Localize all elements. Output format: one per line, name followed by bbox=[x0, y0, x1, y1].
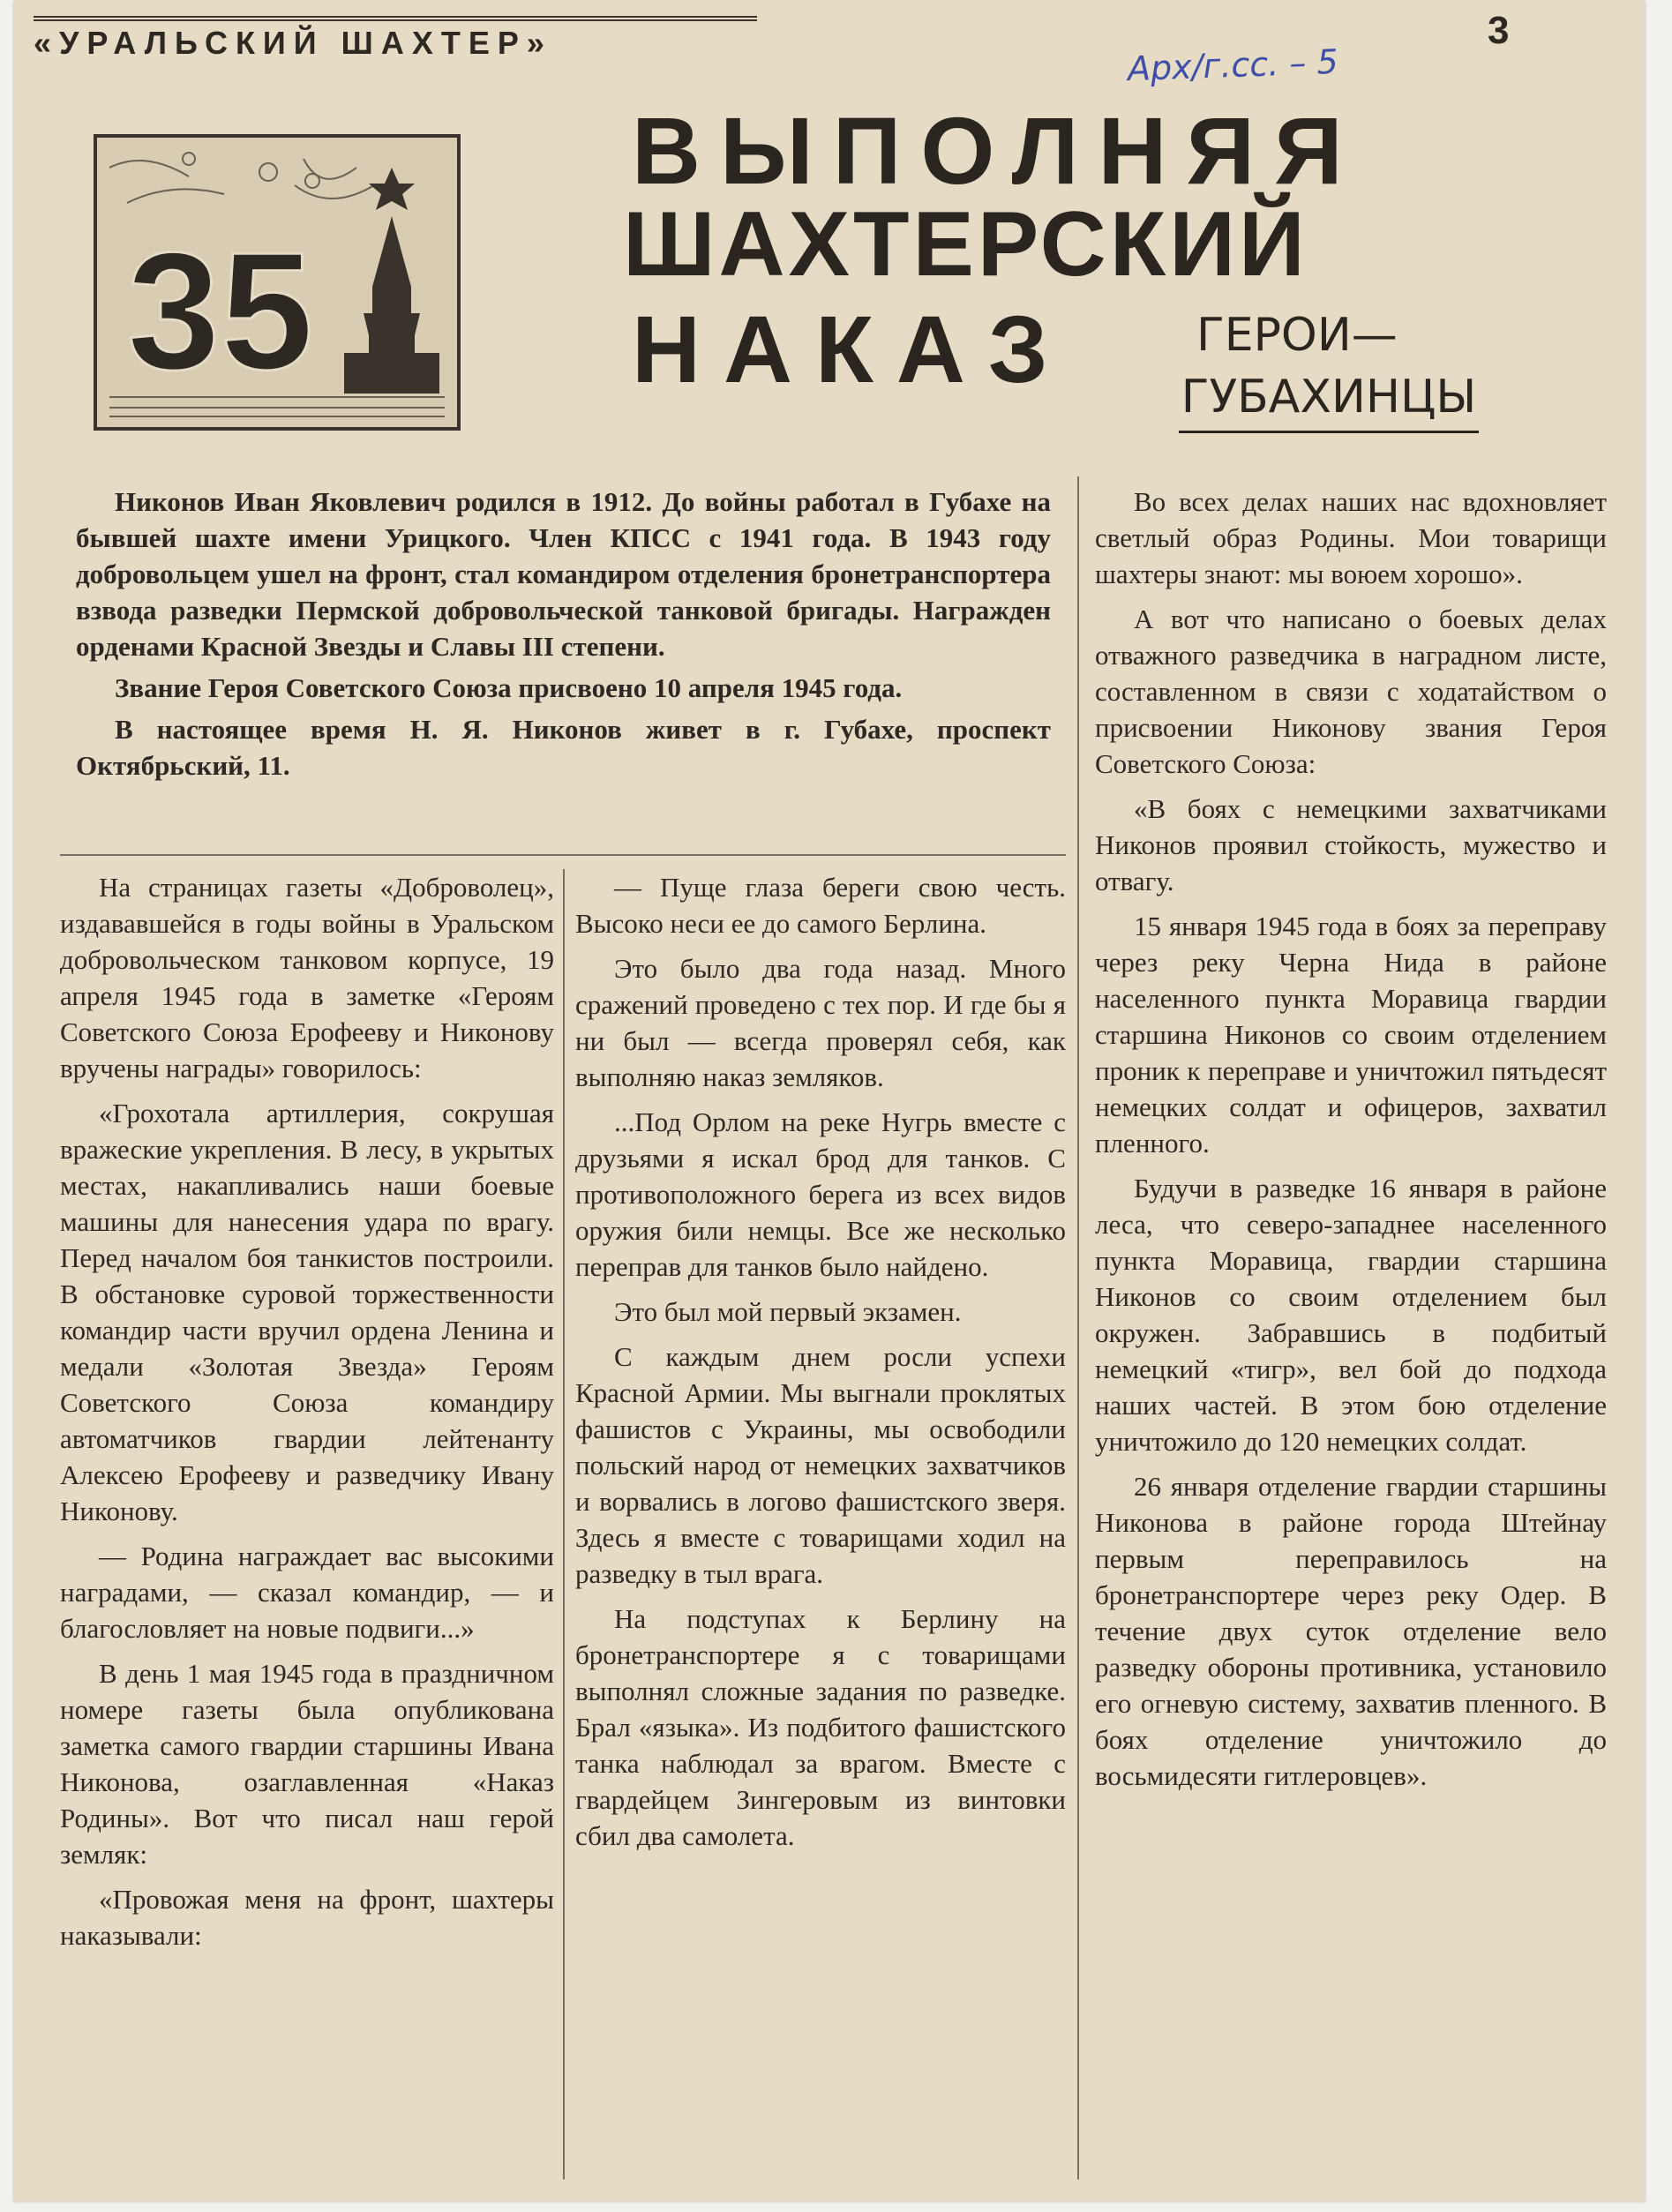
anniversary-emblem-icon bbox=[92, 132, 462, 432]
article-paragraph: Во всех делах наших нас вдохновляет светлый образ Родины. Мои товарищи шахтеры знают: мы воюем хорошо». bbox=[1095, 486, 1607, 589]
article-paragraph: Это был мой первый экзамен. bbox=[614, 1296, 962, 1327]
article-paragraph: А вот что написано о боевых делах отважного разведчика в наградном листе, составленном в связи с ходатайством о присвоении Никонову звания Героя Советского Союза: bbox=[1095, 604, 1607, 779]
article-paragraph: ...Под Орлом на реке Нугрь вместе с друзьями я искал брод для танков. С противоположного берега из всех видов оружия били немцы. Все же несколько переправ для танков было найдено. bbox=[575, 1106, 1066, 1282]
rubric-underline bbox=[1179, 431, 1479, 433]
article-paragraph: В день 1 мая 1945 года в праздничном номере газеты была опубликована заметка самого гвардии старшины Ивана Никонова, озаглавленная «Наказ Родины». Вот что писал наш герой земляк: bbox=[60, 1658, 554, 1870]
article-paragraph: «Грохотала артиллерия, сокрушая вражеские укрепления. В лесу, в укрытых местах, накапливались наши боевые машины для нанесения удара по врагу. Перед началом боя танкистов построили. В обстановке суровой торжественности командир части вручил ордена Ленина и медали «Золотая Звезда» Героям Советского Союза командиру автоматчиков гвардии лейтенанту Алексею Ерофееву и разведчику Ивану Никонову. bbox=[60, 1098, 554, 1526]
column-divider bbox=[563, 869, 565, 2179]
bio-paragraph: Звание Героя Советского Союза присвоено 10 апреля 1945 года. bbox=[115, 672, 903, 703]
column-divider bbox=[1077, 476, 1079, 2179]
article-column-2 bbox=[575, 869, 1066, 1863]
article-paragraph: — Родина награждает вас высокими наградами, — сказал командир, — и благословляет на новые подвиги...» bbox=[60, 1541, 554, 1644]
article-paragraph: С каждым днем росли успехи Красной Армии. Мы выгнали проклятых фашистов с Украины, мы освободили польский народ от немецких захватчиков и ворвались в логово фашистского зверя. Здесь я вместе с товарищами ходил на разведку в тыл врага. bbox=[575, 1341, 1066, 1589]
article-paragraph: Это было два года назад. Много сражений проведено с тех пор. И где бы я ни был — всегда проверял себя, как выполняю наказ земляков. bbox=[575, 953, 1066, 1092]
masthead bbox=[34, 16, 757, 64]
article-paragraph: 15 января 1945 года в боях за переправу через реку Черна Нида в районе населенного пункта Моравица гвардии старшина Никонов со своим отделением проник к переправе и уничтожил пятьдесят немецких солдат и офицеров, захватил пленного. bbox=[1095, 911, 1607, 1158]
article-column-1 bbox=[60, 869, 554, 1962]
section-rubric bbox=[1161, 309, 1496, 433]
bio-paragraph: Никонов Иван Яковлевич родился в 1912. До войны работал в Губахе на бывшей шахте имени Урицкого. Член КПСС с 1941 года. В 1943 году добровольцем ушел на фронт, стал командиром отделения бронетранспортера взвода разведки Пермской добровольческой танковой бригады. Награжден орденами Красной Звезды и Славы III степени. bbox=[76, 486, 1051, 662]
article-paragraph: «Провожая меня на фронт, шахтеры наказывали: bbox=[60, 1884, 554, 1951]
bio-divider bbox=[60, 854, 1066, 856]
rubric-line-1: ГЕРОИ— bbox=[1196, 309, 1398, 362]
headline-line-1: ВЫПОЛНЯЯ bbox=[632, 97, 1362, 204]
article-paragraph: На подступах к Берлину на бронетранспортере я с товарищами выполнял сложные задания по разведке. Брал «языка». Из подбитого фашистского танка наблюдал за врагом. Вместе с гвардейцем Зингеровым из винтовки сбил два самолета. bbox=[575, 1603, 1066, 1851]
newspaper-clipping bbox=[14, 0, 1645, 2201]
rubric-line-2: ГУБАХИНЦЫ bbox=[1181, 371, 1477, 424]
article-paragraph: «В боях с немецкими захватчиками Никонов проявил стойкость, мужество и отвагу. bbox=[1095, 793, 1607, 896]
newspaper-title: «УРАЛЬСКИЙ ШАХТЕР» bbox=[34, 25, 552, 61]
article-paragraph: Будучи в разведке 16 января в районе леса, что северо-западнее населенного пункта Моравица, гвардии старшина Никонов со своим отделением был окружен. Забравшись в подбитый немецкий «тигр», вел бой до подхода наших частей. В этом бою отделение уничтожило до 120 немецких солдат. bbox=[1095, 1173, 1607, 1457]
article-paragraph: — Пуще глаза береги свою честь. Высоко неси ее до самого Берлина. bbox=[575, 872, 1066, 939]
headline-line-3: НАКАЗ bbox=[632, 296, 1071, 402]
article-column-3 bbox=[1095, 484, 1607, 1803]
biography-block bbox=[76, 484, 1051, 789]
bio-paragraph: В настоящее время Н. Я. Никонов живет в г. Губахе, проспект Октябрьский, 11. bbox=[76, 714, 1051, 781]
headline-line-2: ШАХТЕРСКИЙ bbox=[623, 193, 1308, 296]
emblem-number: 35 bbox=[127, 218, 314, 405]
page-number: 3 bbox=[1488, 9, 1510, 52]
article-paragraph: 26 января отделение гвардии старшины Никонова в районе города Штейнау первым переправилось на бронетранспортере через реку Одер. В течение двух суток отделение вело разведку обороны противника, установило его огневую систему, захватив пленного. В боях отделение уничтожило до восьмидесяти гитлеровцев». bbox=[1095, 1471, 1607, 1791]
article-paragraph: На страницах газеты «Доброволец», издававшейся в годы войны в Уральском добровольческом танковом корпусе, 19 апреля 1945 года в заметке «Героям Советского Союза Ерофееву и Никонову вручены награды» говорилось: bbox=[60, 872, 554, 1084]
archive-handwritten-note: Арх/г.сс. – 5 bbox=[1127, 41, 1339, 89]
